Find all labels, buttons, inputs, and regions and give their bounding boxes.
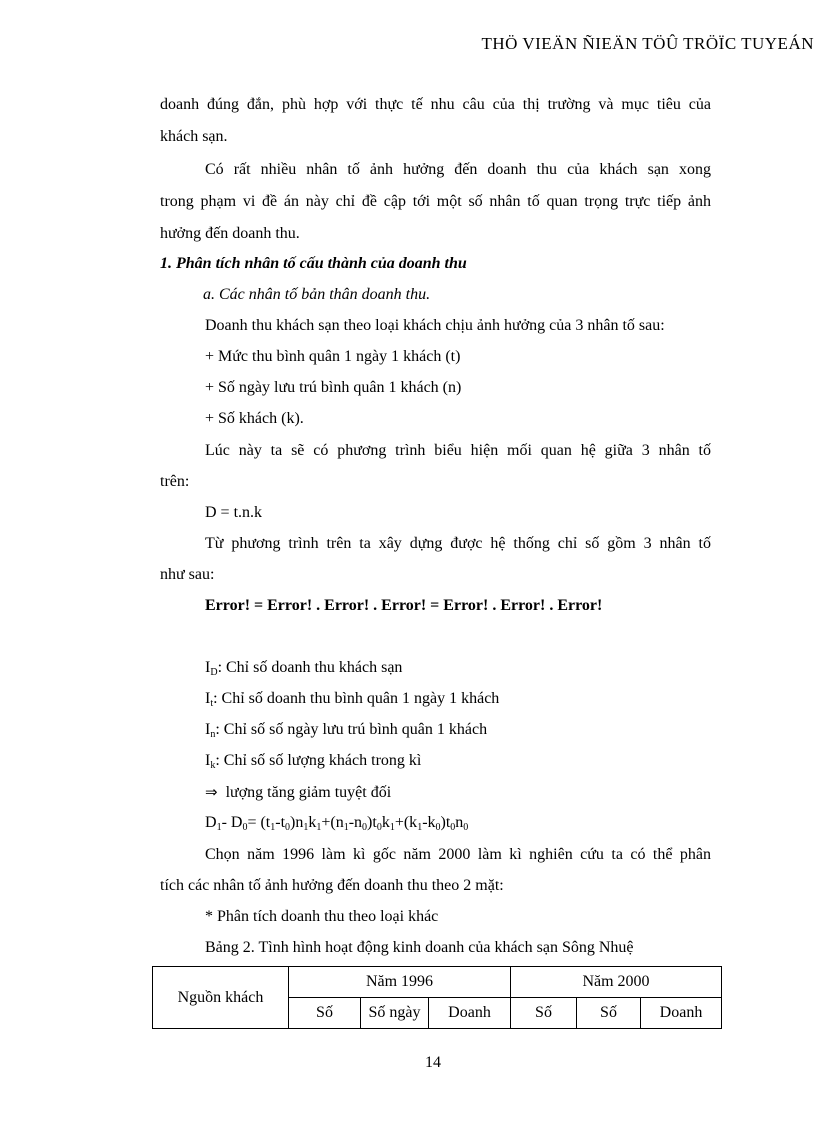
paragraph-line: hưởng đến doanh thu. (160, 225, 300, 242)
business-table (152, 966, 722, 1029)
table-subheader-cell: Số ngày (361, 998, 429, 1029)
paragraph-line: Lúc này ta sẽ có phương trình biểu hiện mối quan hệ giữa 3 nhân tố (205, 442, 711, 459)
difference-formula: $D_1-$ $D_0= (t_1-t_0)n_1k_1+(n_1-n_0)t_0k_1+(k_1-k_0)t_0n_0$ (205, 814, 469, 833)
list-item: + Số khách (k). (205, 410, 304, 427)
table-header-cell: Nguồn khách (153, 967, 289, 1029)
error-formula: Error! = Error! . Error! . Error! = Error! . Error! . Error! (205, 597, 603, 614)
page-header: THÖ VIEÄN ÑIEÄN TÖÛ TRÖÏC TUYEÁN (481, 34, 814, 53)
section-heading: 1. Phân tích nhân tố cấu thành của doanh thu (160, 255, 467, 272)
table-header-cell: Năm 2000 (511, 967, 722, 998)
table-subheader-cell: Số (577, 998, 641, 1029)
equation: D = t.n.k (205, 504, 263, 521)
list-item: + Mức thu bình quân 1 ngày 1 khách (t) (205, 348, 461, 365)
paragraph-line: Có rất nhiều nhân tố ảnh hưởng đến doanh thu của khách sạn xong (205, 161, 711, 178)
definition-line: $I_t$: Chỉ số doanh thu bình quân 1 ngày 1 khách (205, 690, 500, 709)
paragraph-line: * Phân tích doanh thu theo loại khác (205, 908, 439, 925)
paragraph-line: trong phạm vi đề án này chỉ đề cập tới một số nhân tố quan trọng trực tiếp ảnh (160, 193, 711, 210)
paragraph-line: trên: (160, 473, 190, 490)
definition-line: $I_k$: Chỉ số số lượng khách trong kì (205, 752, 422, 771)
subsection-heading: a. Các nhân tố bản thân doanh thu. (203, 286, 431, 303)
table-subheader-cell: Số (289, 998, 361, 1029)
definition-line: $I_n$: Chỉ số số ngày lưu trú bình quân 1 khách (205, 721, 488, 740)
implication-line: ⇒ lượng tăng giảm tuyệt đối (205, 783, 392, 801)
table-subheader-cell: Doanh (641, 998, 722, 1029)
table-header-cell: Năm 1996 (289, 967, 511, 998)
paragraph-line: khách sạn. (160, 128, 228, 145)
table-caption: Bảng 2. Tình hình hoạt động kinh doanh của khách sạn Sông Nhuệ (205, 939, 634, 956)
paragraph-line: tích các nhân tố ảnh hưởng đến doanh thu theo 2 mặt: (160, 877, 504, 894)
table-subheader-cell: Doanh (429, 998, 511, 1029)
list-item: + Số ngày lưu trú bình quân 1 khách (n) (205, 379, 462, 396)
paragraph-line: Doanh thu khách sạn theo loại khách chịu ảnh hưởng của 3 nhân tố sau: (205, 317, 665, 334)
implies-arrow-icon: ⇒ (205, 783, 218, 801)
paragraph-line: doanh đúng đắn, phù hợp với thực tế nhu câu của thị trường và mục tiêu của (160, 96, 711, 113)
table-subheader-cell: Số (511, 998, 577, 1029)
definition-line: $I_D$: Chỉ số doanh thu khách sạn (205, 659, 403, 678)
table-header-row (153, 967, 722, 998)
paragraph-line: như sau: (160, 566, 215, 583)
paragraph-line: Chọn năm 1996 làm kì gốc năm 2000 làm kì nghiên cứu ta có thể phân (205, 846, 711, 863)
page-number: 14 (425, 1054, 441, 1071)
paragraph-line: Từ phương trình trên ta xây dựng được hệ thống chỉ số gồm 3 nhân tố (205, 535, 711, 552)
